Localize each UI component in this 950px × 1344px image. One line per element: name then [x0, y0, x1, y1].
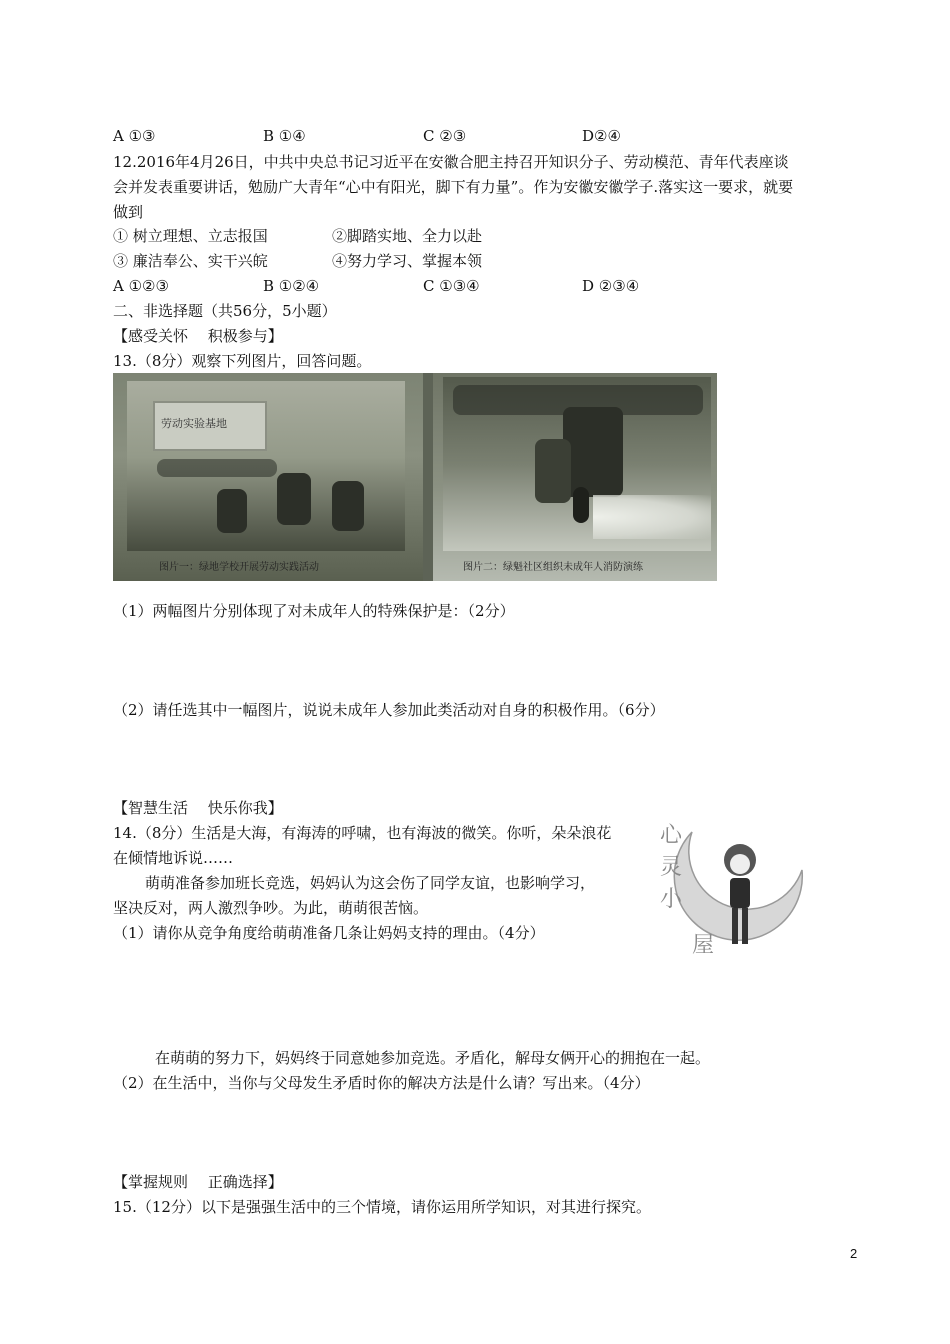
q14-line4: 坚决反对，两人激烈争吵。为此，萌萌很苦恼。	[113, 899, 429, 917]
q15-stem: 15.（12分）以下是强强生活中的三个情境，请你运用所学知识，对其进行探究。	[113, 1198, 651, 1216]
q14-line2: 在倾情地诉说……	[113, 849, 234, 867]
q12-option-b: B ①②④	[263, 277, 320, 295]
photo-labor-practice-scene	[127, 381, 405, 551]
q14-sub1: （1）请你从竞争角度给萌萌准备几条让妈妈支持的理由。（4分）	[113, 924, 545, 942]
q12-item-3: ③ 廉洁奉公、实干兴皖	[113, 252, 268, 270]
q11-option-a: A ①③	[113, 127, 156, 145]
student-figure	[332, 481, 364, 531]
student-figure	[277, 473, 311, 525]
q12-stem-line1: 12.2016年4月26日，中共中央总书记习近平在安徽合肥主持召开知识分子、劳动模范、青年代表座谈	[113, 153, 789, 171]
q14-sub2: （2）在生活中，当你与父母发生矛盾时你的解决方法是什么请？写出来。（4分）	[113, 1074, 650, 1092]
spray-cloud	[593, 495, 711, 539]
child-figure	[535, 439, 571, 503]
photo-labor-practice	[113, 373, 423, 581]
q14-line3: 萌萌准备参加班长竞选，妈妈认为这会伤了同学友谊，也影响学习，	[145, 874, 596, 892]
q13-photos	[113, 373, 717, 581]
fire-extinguisher-icon	[573, 487, 589, 523]
q14-para: 在萌萌的努力下，妈妈终于同意她参加竞选。矛盾化，解母女俩开心的拥抱在一起。	[155, 1049, 711, 1067]
photo-fire-drill-scene	[443, 377, 711, 551]
theme-heading-3: 【掌握规则 正确选择】	[113, 1173, 283, 1191]
q12-item-4: ④努力学习、掌握本领	[332, 252, 483, 270]
svg-text:心: 心	[660, 823, 683, 848]
q12-item-2: ②脚踏实地、全力以赴	[332, 227, 483, 245]
q12-item-1: ① 树立理想、立志报国	[113, 227, 268, 245]
theme-heading-1: 【感受关怀 积极参与】	[113, 327, 283, 345]
q14-line1: 14.（8分）生活是大海，有海涛的呼啸，也有海波的微笑。你听，朵朵浪花	[113, 824, 612, 842]
theme-heading-2: 【智慧生活 快乐你我】	[113, 799, 283, 817]
q12-option-c: C ①③④	[423, 277, 480, 295]
svg-text:屋: 屋	[692, 933, 715, 958]
adult-figure	[563, 407, 623, 497]
q13-stem: 13.（8分）观察下列图片，回答问题。	[113, 352, 372, 370]
q12-option-d: D ②③④	[582, 277, 640, 295]
page-number: 2	[850, 1246, 858, 1261]
q11-option-b: B ①④	[263, 127, 306, 145]
photo1-caption: 图片一：绿地学校开展劳动实践活动	[159, 562, 319, 573]
svg-text:灵: 灵	[660, 855, 683, 880]
q12-stem-line3: 做到	[113, 203, 144, 221]
q11-option-d: D②④	[582, 127, 621, 145]
heart-cabin-logo	[652, 812, 818, 960]
q11-option-c: C ②③	[423, 127, 467, 145]
q12-stem-line2: 会并发表重要讲话，勉励广大青年“心中有阳光，脚下有力量”。作为安徽安徽学子.落实这一要求，就要	[113, 178, 794, 196]
svg-text:小: 小	[660, 887, 683, 912]
section-title: 二、非选择题（共56分，5小题）	[113, 302, 337, 320]
photo2-caption: 图片二：绿魁社区组织未成年人消防演练	[463, 562, 643, 573]
crowd-figures	[157, 459, 277, 477]
student-figure	[217, 489, 247, 533]
photo-fire-drill	[433, 373, 717, 581]
labor-base-sign	[153, 401, 267, 451]
q12-option-a: A ①②③	[113, 277, 169, 295]
q13-sub1: （1）两幅图片分别体现了对未成年人的特殊保护是：（2分）	[113, 602, 515, 620]
q13-sub2: （2）请任选其中一幅图片，说说未成年人参加此类活动对自身的积极作用。（6分）	[113, 701, 665, 719]
labor-base-sign-text: 劳动实验基地	[161, 417, 227, 430]
